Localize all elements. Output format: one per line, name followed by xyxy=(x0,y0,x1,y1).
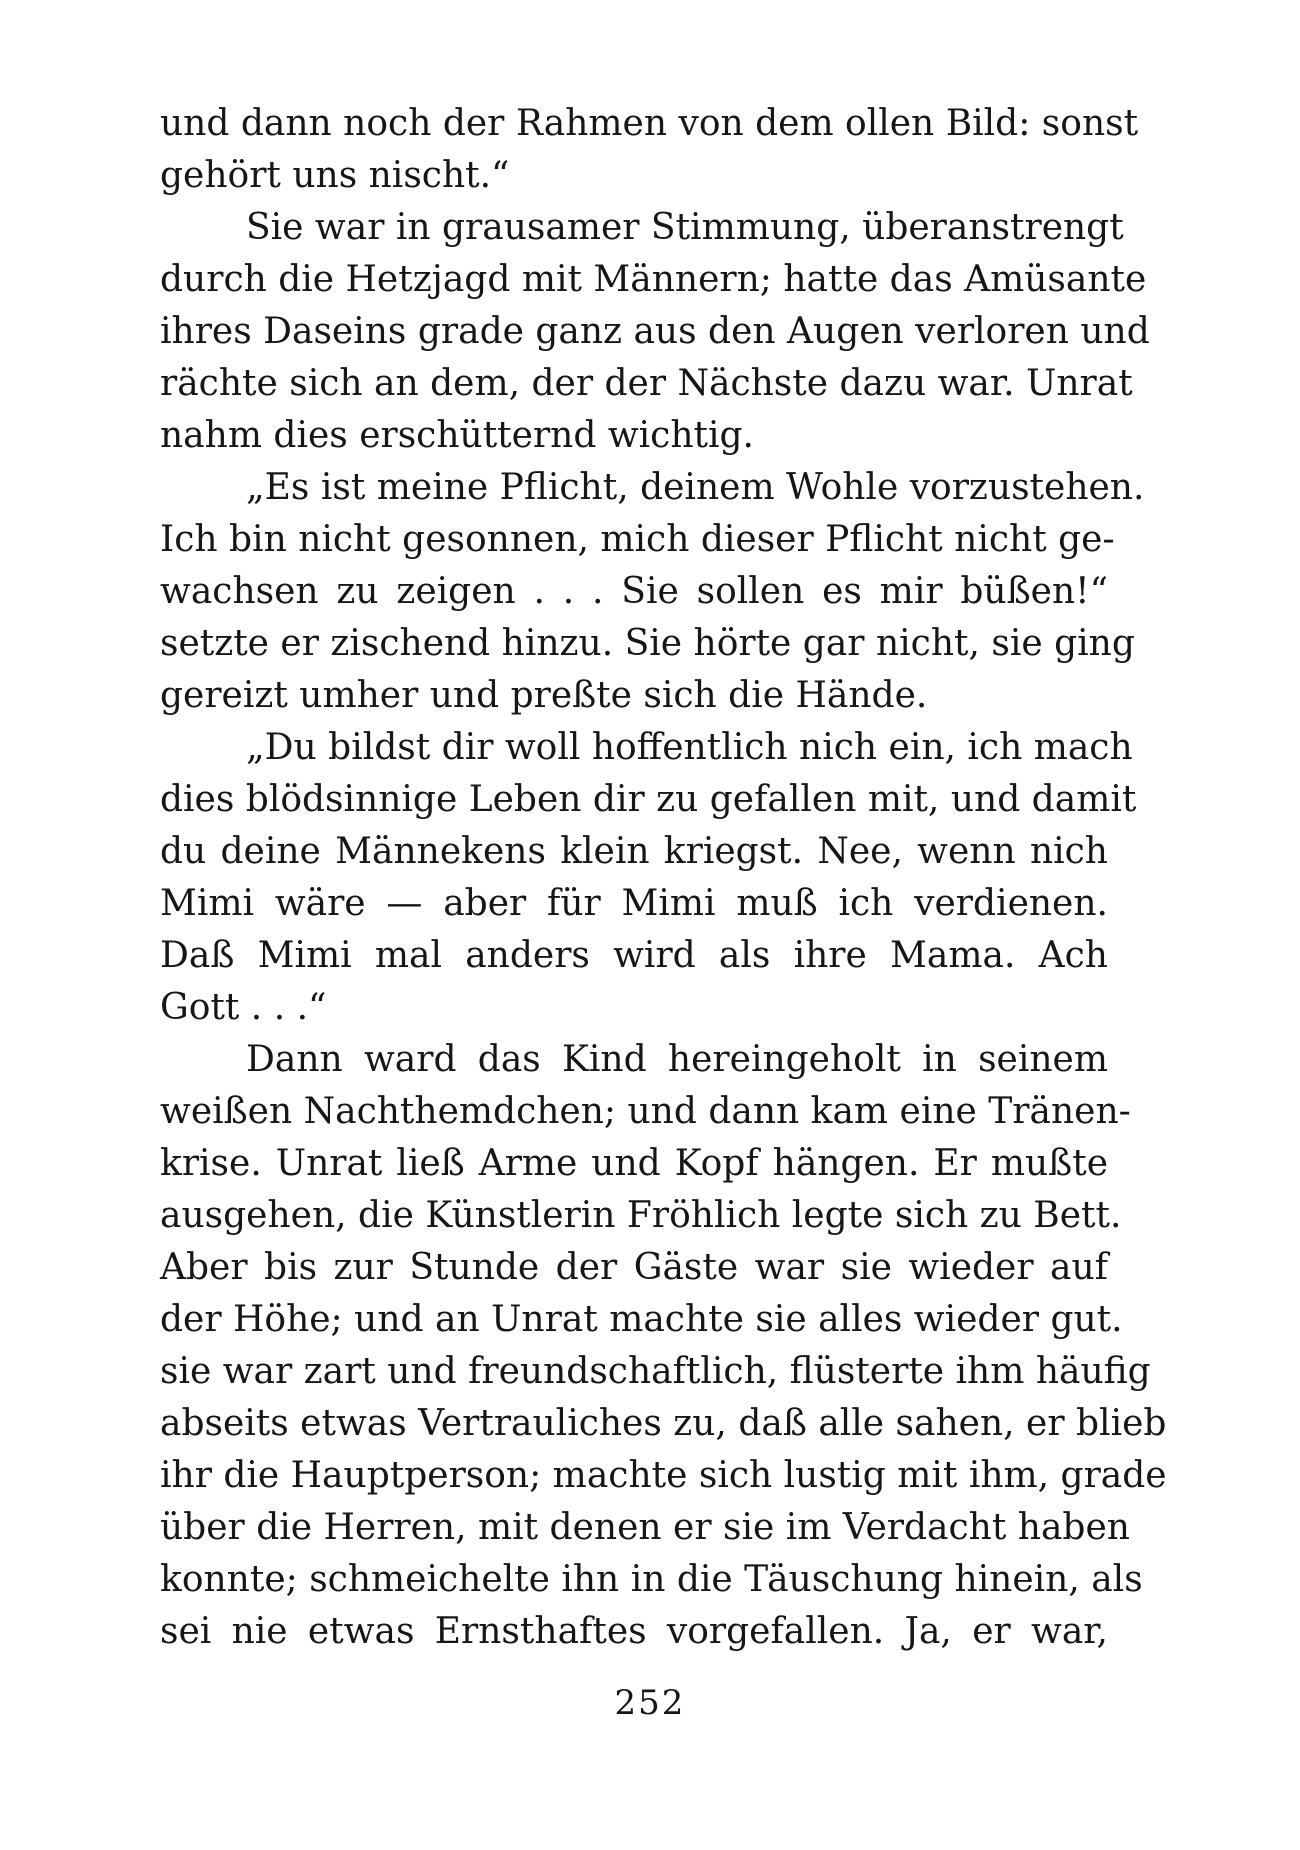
text-line: ausgehen, die Künstlerin Fröhlich legte sich zu Bett. xyxy=(160,1195,1122,1236)
text-line: krise. Unrat ließ Arme und Kopf hängen. Er mußte xyxy=(160,1143,1108,1184)
text-line: der Höhe; und an Unrat machte sie alles wieder gut. xyxy=(160,1299,1123,1340)
text-line: und dann noch der Rahmen von dem ollen Bild: sonst xyxy=(160,103,1139,144)
text-line: „Du bildst dir woll hoffentlich nich ein, ich mach xyxy=(246,727,1133,768)
text-line: Daß Mimi mal anders wird als ihre Mama. Ach xyxy=(160,935,1108,976)
text-line: ihres Daseins grade ganz aus den Augen verloren und xyxy=(160,311,1150,352)
text-line: abseits etwas Vertrauliches zu, daß alle sahen, er blieb xyxy=(160,1403,1167,1444)
text-line: gereizt umher und preßte sich die Hände. xyxy=(160,675,928,716)
text-line: Dann ward das Kind hereingeholt in seinem xyxy=(246,1039,1108,1080)
text-line: über die Herren, mit denen er sie im Verdacht haben xyxy=(160,1507,1130,1548)
text-line: „Es ist meine Pflicht, deinem Wohle vorzustehen. xyxy=(246,467,1145,508)
text-line: konnte; schmeichelte ihn in die Täuschung hinein, als xyxy=(160,1559,1143,1600)
text-line: durch die Hetzjagd mit Männern; hatte das Amüsante xyxy=(160,259,1147,300)
text-line: weißen Nachthemdchen; und dann kam eine Tränen- xyxy=(160,1091,1131,1132)
text-line: Aber bis zur Stunde der Gäste war sie wieder auf xyxy=(160,1247,1108,1288)
page-number: 252 xyxy=(614,1683,686,1723)
text-line: nahm dies erschütternd wichtig. xyxy=(160,415,754,456)
text-line: setzte er zischend hinzu. Sie hörte gar nicht, sie ging xyxy=(160,623,1135,664)
text-line: dies blödsinnige Leben dir zu gefallen mit, und damit xyxy=(160,779,1137,820)
text-line: ihr die Hauptperson; machte sich lustig mit ihm, grade xyxy=(160,1455,1167,1496)
page-body-text xyxy=(160,98,1167,1658)
text-line: Ich bin nicht gesonnen, mich dieser Pflicht nicht ge- xyxy=(160,519,1115,560)
text-line: Gott . . .“ xyxy=(160,987,327,1028)
text-line: sie war zart und freundschaftlich, flüsterte ihm häufig xyxy=(160,1351,1151,1392)
text-line: Sie war in grausamer Stimmung, überanstrengt xyxy=(246,207,1124,248)
text-line: Mimi wäre — aber für Mimi muß ich verdienen. xyxy=(160,883,1108,924)
text-line: wachsen zu zeigen . . . Sie sollen es mir büßen!“ xyxy=(160,571,1108,612)
text-line: gehört uns nischt.“ xyxy=(160,155,510,196)
text-line: du deine Männekens klein kriegst. Nee, wenn nich xyxy=(160,831,1108,872)
text-line: sei nie etwas Ernsthaftes vorgefallen. Ja, er war, xyxy=(160,1611,1108,1652)
text-line: rächte sich an dem, der der Nächste dazu war. Unrat xyxy=(160,363,1133,404)
